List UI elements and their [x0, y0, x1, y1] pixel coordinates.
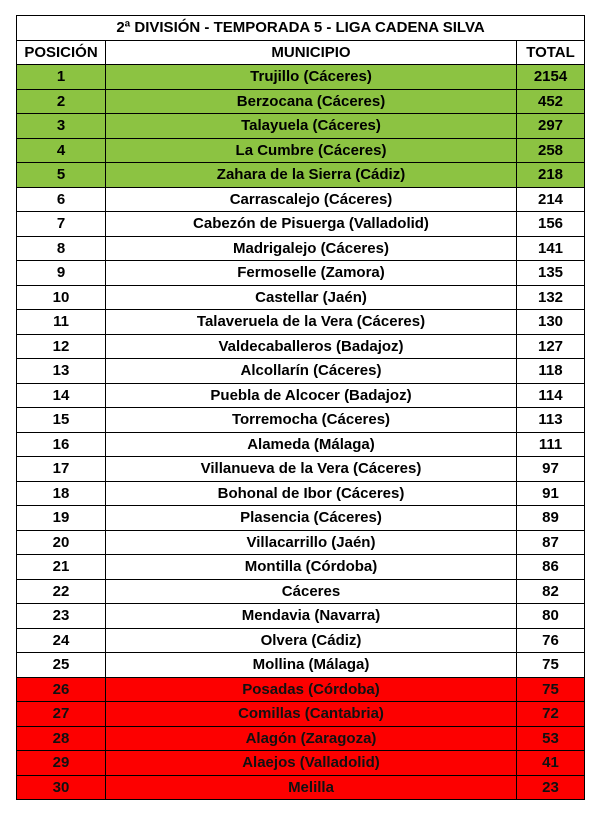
municipio-cell: Madrigalejo (Cáceres) — [106, 236, 517, 261]
municipio-cell: Posadas (Córdoba) — [106, 677, 517, 702]
position-cell: 11 — [17, 310, 106, 335]
table-row — [17, 751, 585, 776]
position-cell: 10 — [17, 285, 106, 310]
municipio-cell: Talayuela (Cáceres) — [106, 114, 517, 139]
total-cell: 86 — [517, 555, 585, 580]
position-cell: 24 — [17, 628, 106, 653]
table-row — [17, 677, 585, 702]
position-cell: 23 — [17, 604, 106, 629]
municipio-cell: Puebla de Alcocer (Badajoz) — [106, 383, 517, 408]
municipio-cell: Alameda (Málaga) — [106, 432, 517, 457]
municipio-cell: Fermoselle (Zamora) — [106, 261, 517, 286]
table-row — [17, 653, 585, 678]
title-row — [17, 16, 585, 41]
municipio-cell: Cáceres — [106, 579, 517, 604]
total-cell: 82 — [517, 579, 585, 604]
municipio-cell: Bohonal de Ibor (Cáceres) — [106, 481, 517, 506]
total-cell: 2154 — [517, 65, 585, 90]
total-cell: 130 — [517, 310, 585, 335]
total-cell: 127 — [517, 334, 585, 359]
total-cell: 297 — [517, 114, 585, 139]
table-row — [17, 481, 585, 506]
municipio-cell: Zahara de la Sierra (Cádiz) — [106, 163, 517, 188]
header-position: POSICIÓN — [17, 40, 106, 65]
table-row — [17, 261, 585, 286]
position-cell: 14 — [17, 383, 106, 408]
total-cell: 80 — [517, 604, 585, 629]
municipio-cell: Villacarrillo (Jaén) — [106, 530, 517, 555]
municipio-cell: Villanueva de la Vera (Cáceres) — [106, 457, 517, 482]
total-cell: 41 — [517, 751, 585, 776]
municipio-cell: Alcollarín (Cáceres) — [106, 359, 517, 384]
total-cell: 111 — [517, 432, 585, 457]
table-row — [17, 604, 585, 629]
table-row — [17, 212, 585, 237]
position-cell: 17 — [17, 457, 106, 482]
table-row — [17, 408, 585, 433]
table-row — [17, 187, 585, 212]
municipio-cell: Mollina (Málaga) — [106, 653, 517, 678]
position-cell: 4 — [17, 138, 106, 163]
table-row — [17, 628, 585, 653]
position-cell: 29 — [17, 751, 106, 776]
standings-table — [16, 15, 585, 800]
total-cell: 23 — [517, 775, 585, 800]
table-row — [17, 334, 585, 359]
position-cell: 28 — [17, 726, 106, 751]
table-row — [17, 285, 585, 310]
total-cell: 113 — [517, 408, 585, 433]
position-cell: 30 — [17, 775, 106, 800]
municipio-cell: Melilla — [106, 775, 517, 800]
position-cell: 1 — [17, 65, 106, 90]
total-cell: 72 — [517, 702, 585, 727]
header-municipio: MUNICIPIO — [106, 40, 517, 65]
municipio-cell: Castellar (Jaén) — [106, 285, 517, 310]
municipio-cell: Berzocana (Cáceres) — [106, 89, 517, 114]
total-cell: 97 — [517, 457, 585, 482]
position-cell: 19 — [17, 506, 106, 531]
table-row — [17, 383, 585, 408]
total-cell: 91 — [517, 481, 585, 506]
total-cell: 452 — [517, 89, 585, 114]
position-cell: 13 — [17, 359, 106, 384]
municipio-cell: Mendavia (Navarra) — [106, 604, 517, 629]
position-cell: 22 — [17, 579, 106, 604]
table-row — [17, 432, 585, 457]
municipio-cell: Talaveruela de la Vera (Cáceres) — [106, 310, 517, 335]
table-row — [17, 236, 585, 261]
position-cell: 26 — [17, 677, 106, 702]
total-cell: 87 — [517, 530, 585, 555]
header-row — [17, 40, 585, 65]
table-row — [17, 530, 585, 555]
table-row — [17, 114, 585, 139]
header-total: TOTAL — [517, 40, 585, 65]
table-row — [17, 89, 585, 114]
municipio-cell: Alagón (Zaragoza) — [106, 726, 517, 751]
total-cell: 214 — [517, 187, 585, 212]
municipio-cell: Torremocha (Cáceres) — [106, 408, 517, 433]
table-row — [17, 163, 585, 188]
position-cell: 18 — [17, 481, 106, 506]
position-cell: 6 — [17, 187, 106, 212]
total-cell: 156 — [517, 212, 585, 237]
position-cell: 9 — [17, 261, 106, 286]
total-cell: 118 — [517, 359, 585, 384]
total-cell: 76 — [517, 628, 585, 653]
position-cell: 27 — [17, 702, 106, 727]
total-cell: 75 — [517, 677, 585, 702]
position-cell: 15 — [17, 408, 106, 433]
position-cell: 20 — [17, 530, 106, 555]
table-row — [17, 138, 585, 163]
position-cell: 25 — [17, 653, 106, 678]
total-cell: 89 — [517, 506, 585, 531]
total-cell: 75 — [517, 653, 585, 678]
table-row — [17, 579, 585, 604]
municipio-cell: Olvera (Cádiz) — [106, 628, 517, 653]
total-cell: 218 — [517, 163, 585, 188]
municipio-cell: Montilla (Córdoba) — [106, 555, 517, 580]
municipio-cell: La Cumbre (Cáceres) — [106, 138, 517, 163]
total-cell: 53 — [517, 726, 585, 751]
position-cell: 16 — [17, 432, 106, 457]
total-cell: 114 — [517, 383, 585, 408]
table-row — [17, 702, 585, 727]
table-title: 2ª DIVISIÓN - TEMPORADA 5 - LIGA CADENA SILVA — [17, 16, 585, 41]
position-cell: 3 — [17, 114, 106, 139]
position-cell: 2 — [17, 89, 106, 114]
municipio-cell: Cabezón de Pisuerga (Valladolid) — [106, 212, 517, 237]
municipio-cell: Valdecaballeros (Badajoz) — [106, 334, 517, 359]
table-row — [17, 506, 585, 531]
total-cell: 135 — [517, 261, 585, 286]
table-row — [17, 457, 585, 482]
table-row — [17, 310, 585, 335]
municipio-cell: Carrascalejo (Cáceres) — [106, 187, 517, 212]
table-body — [17, 65, 585, 800]
table-row — [17, 65, 585, 90]
municipio-cell: Alaejos (Valladolid) — [106, 751, 517, 776]
municipio-cell: Comillas (Cantabria) — [106, 702, 517, 727]
total-cell: 141 — [517, 236, 585, 261]
position-cell: 5 — [17, 163, 106, 188]
total-cell: 132 — [517, 285, 585, 310]
table-row — [17, 775, 585, 800]
total-cell: 258 — [517, 138, 585, 163]
position-cell: 12 — [17, 334, 106, 359]
municipio-cell: Trujillo (Cáceres) — [106, 65, 517, 90]
municipio-cell: Plasencia (Cáceres) — [106, 506, 517, 531]
position-cell: 8 — [17, 236, 106, 261]
position-cell: 21 — [17, 555, 106, 580]
table-row — [17, 555, 585, 580]
position-cell: 7 — [17, 212, 106, 237]
table-row — [17, 359, 585, 384]
table-row — [17, 726, 585, 751]
